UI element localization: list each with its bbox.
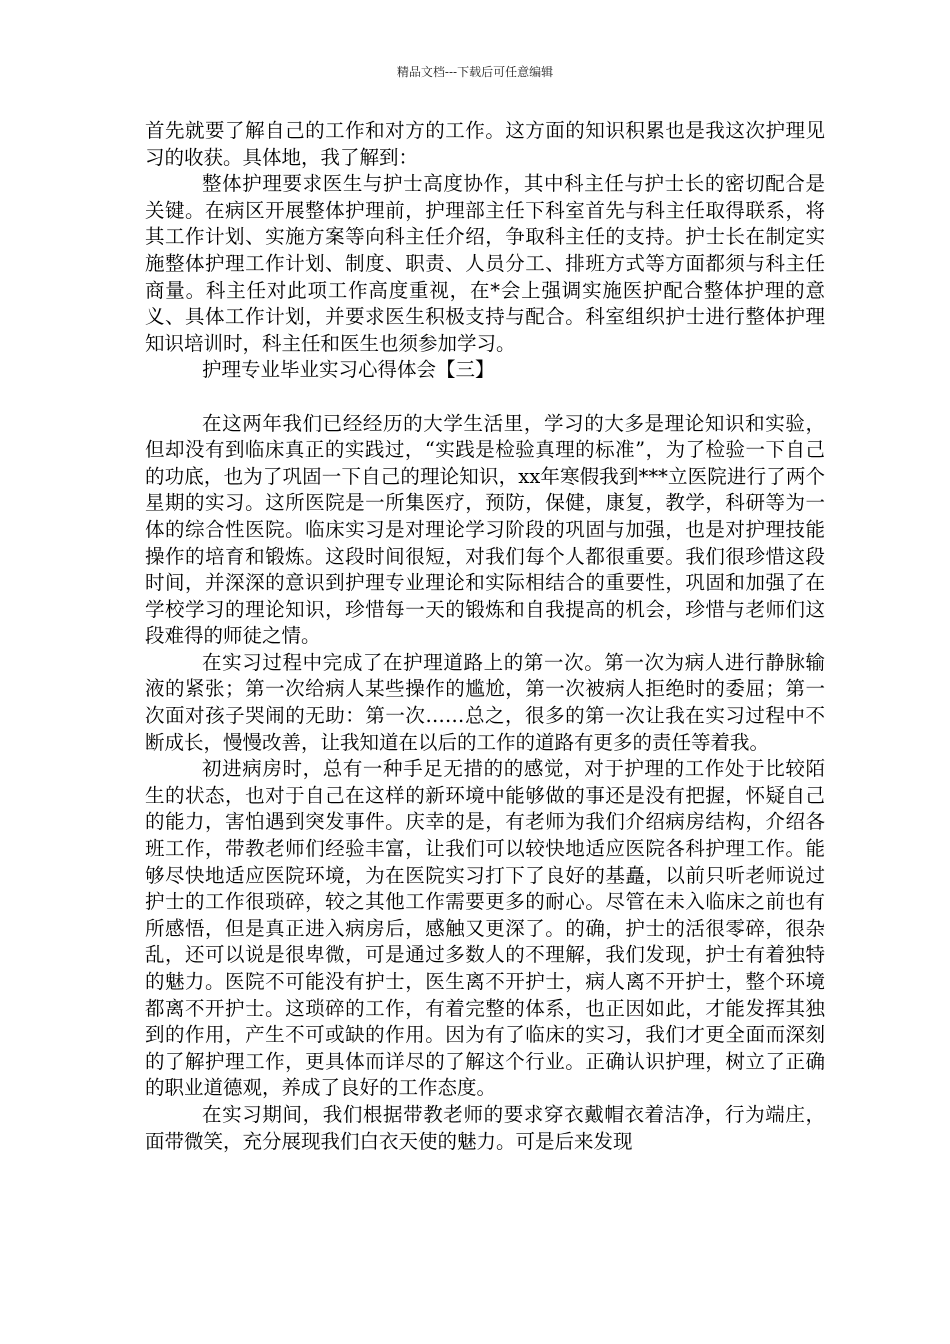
paragraph-1: 首先就要了解自己的工作和对方的工作。这方面的知识积累也是我这次护理见习的收获。具体地，我了解到： [145,119,825,169]
blank-line [145,384,825,411]
document-body [145,118,825,1155]
paragraph-2: 整体护理要求医生与护士高度协作，其中科主任与护士长的密切配合是关键。在病区开展整体护理前，护理部主任下科室首先与科主任取得联系，将其工作计划、实施方案等向科主任介绍，争取科主任的支持。护士长在制定实施整体护理工作计划、制度、职责、人员分工、排班方式等方面都须与科主任商量。科主任对此项工作高度重视，在*会上强调实施医护配合整体护理的意义、具体工作计划，并要求医生积极支持与配合。科室组织护士进行整体护理知识培训时，科主任和医生也须参加学习。 [145,172,825,355]
paragraph-4: 在实习过程中完成了在护理道路上的第一次。第一次为病人进行静脉输液的紧张；第一次给病人某些操作的尴尬，第一次被病人拒绝时的委屈；第一次面对孩子哭闹的无助：第一次……总之，很多的第一次让我在实习过程中不断成长，慢慢改善，让我知道在以后的工作的道路有更多的责任等着我。 [145,650,825,754]
paragraph-5: 初进病房时，总有一种手足无措的的感觉，对于护理的工作处于比较陌生的状态，也对于自己在这样的新环境中能够做的事还是没有把握，怀疑自己的能力，害怕遇到突发事件。庆幸的是，有老师为我们介绍病房结构，介绍各班工作，带教老师们经验丰富，让我们可以较快地适应医院各科护理工作。能够尽快地适应医院环境，为在医院实习打下了良好的基矗，以前只听老师说过护士的工作很琐碎，较之其他工作需要更多的耐心。尽管在未入临床之前也有所感悟，但是真正进入病房后，感触又更深了。的确，护士的活很零碎，很杂乱，还可以说是很卑微，可是通过多数人的不理解，我们发现，护士有着独特的魅力。医院不可能没有护士，医生离不开护士，病人离不开护士，整个环境都离不开护士。这琐碎的工作，有着完整的体系，也正因如此，才能发挥其独到的作用，产生不可或缺的作用。因为有了临床的实习，我们才更全面而深刻的了解护理工作，更具体而详尽的了解这个行业。正确认识护理，树立了正确的职业道德观，养成了良好的工作态度。 [145,757,825,1100]
paragraph-6: 在实习期间，我们根据带教老师的要求穿衣戴帽衣着洁净，行为端庄，面带微笑，充分展现我们白衣天使的魅力。可是后来发现 [145,1102,825,1153]
page-header: 精品文档---下载后可任意编辑 [396,65,554,79]
section-heading: 护理专业毕业实习心得体会【三】 [202,358,495,382]
paragraph-3: 在这两年我们已经经历的大学生活里，学习的大多是理论知识和实验，但却没有到临床真正的实践过，“实践是检验真理的标准”，为了检验一下自己的功底，也为了巩固一下自己的理论知识，xx年寒假我到***立医院进行了两个星期的实习。这所医院是一所集医疗，预防，保健，康复，教学，科研等为一体的综合性医院。临床实习是对理论学习阶段的巩固与加强，也是对护理技能操作的培育和锻炼。这段时间很短，对我们每个人都很重要。我们很珍惜这段时间，并深深的意识到护理专业理论和实际相结合的重要性，巩固和加强了在学校学习的理论知识，珍惜每一天的锻炼和自我提高的机会，珍惜与老师们这段难得的师徒之情。 [145,411,825,648]
